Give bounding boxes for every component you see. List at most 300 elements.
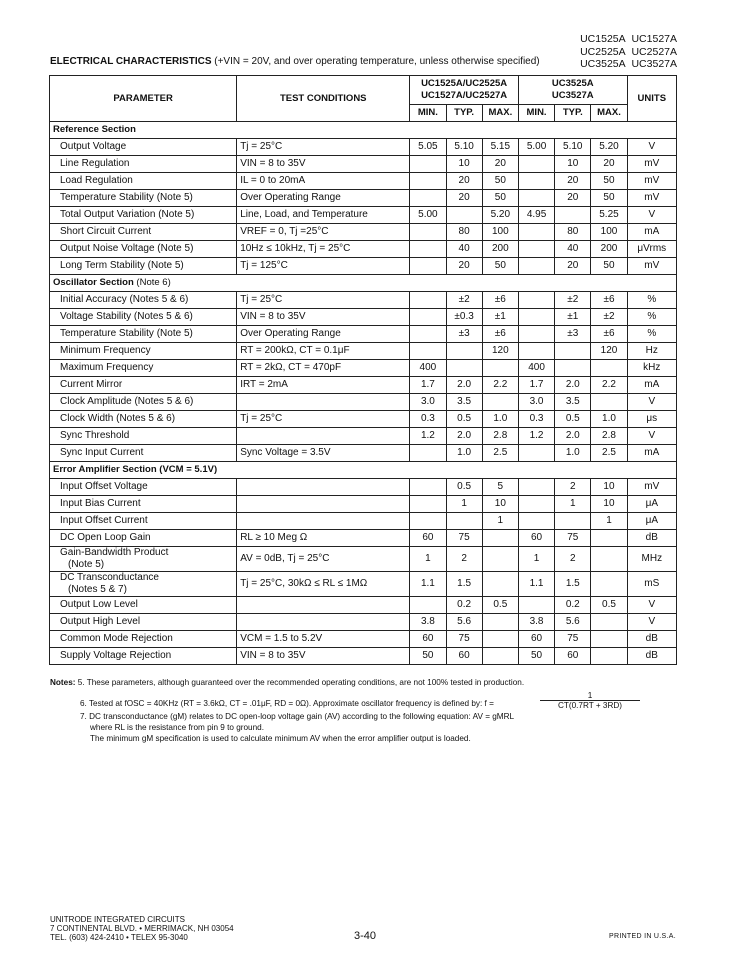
typ-value: 2.0: [446, 428, 482, 445]
max-value: [482, 648, 518, 665]
condition-cell: Tj = 125°C: [237, 258, 410, 275]
table-row: [50, 479, 677, 496]
table-row: [50, 428, 677, 445]
typ-value: 20: [446, 173, 482, 190]
typ-value: 20: [446, 190, 482, 207]
condition-cell: [237, 597, 410, 614]
table-row: [50, 309, 677, 326]
note-7-cont: where RL is the resistance from pin 9 to ground.: [90, 723, 264, 732]
min-value: [410, 343, 446, 360]
typ-value: 2.0: [555, 377, 591, 394]
min-value: [518, 156, 554, 173]
max-value: 2.5: [482, 445, 518, 462]
min-value: [410, 224, 446, 241]
typ-value: 60: [446, 648, 482, 665]
max-value: 10: [482, 496, 518, 513]
header-max: MAX.: [482, 105, 518, 122]
page-title: [50, 56, 540, 67]
units-cell: mV: [627, 156, 676, 173]
min-value: 5.05: [410, 139, 446, 156]
condition-cell: [237, 428, 410, 445]
units-cell: dB: [627, 648, 676, 665]
condition-cell: [237, 496, 410, 513]
parameter-cell: Output Noise Voltage (Note 5): [50, 241, 237, 258]
table-row: [50, 513, 677, 530]
parameter-cell: Voltage Stability (Notes 5 & 6): [50, 309, 237, 326]
typ-value: 20: [555, 173, 591, 190]
typ-value: 0.5: [446, 411, 482, 428]
part-number: UC3527A: [631, 58, 677, 70]
header-typ: TYP.: [446, 105, 482, 122]
max-value: 100: [591, 224, 627, 241]
parameter-name: Gain-Bandwidth Product: [60, 547, 169, 558]
part-number: UC3525A: [580, 58, 626, 70]
max-value: [591, 360, 627, 377]
units-cell: mA: [627, 224, 676, 241]
condition-cell: 10Hz ≤ 10kHz, Tj = 25°C: [237, 241, 410, 258]
max-value: 50: [482, 173, 518, 190]
max-value: [591, 530, 627, 547]
part-number: UC1527A: [631, 33, 677, 45]
min-value: [518, 224, 554, 241]
max-value: 5.20: [591, 139, 627, 156]
typ-value: 20: [555, 190, 591, 207]
min-value: 1.7: [518, 377, 554, 394]
condition-cell: Line, Load, and Temperature: [237, 207, 410, 224]
condition-cell: RT = 2kΩ, CT = 470pF: [237, 360, 410, 377]
table-row: [50, 343, 677, 360]
max-value: 5.20: [482, 207, 518, 224]
note-5: [50, 677, 690, 688]
part-number: UC1525A: [580, 33, 626, 45]
max-value: 120: [482, 343, 518, 360]
units-cell: %: [627, 292, 676, 309]
max-value: [591, 648, 627, 665]
units-cell: mS: [627, 572, 676, 597]
typ-value: [446, 207, 482, 224]
min-value: [518, 241, 554, 258]
part-number: UC2527A: [631, 45, 677, 58]
max-value: 0.5: [591, 597, 627, 614]
units-cell: V: [627, 207, 676, 224]
parameter-cell: Short Circuit Current: [50, 224, 237, 241]
min-value: [518, 445, 554, 462]
parameter-cell: Minimum Frequency: [50, 343, 237, 360]
parameter-cell: Sync Input Current: [50, 445, 237, 462]
min-value: [410, 479, 446, 496]
typ-value: 75: [555, 530, 591, 547]
typ-value: 1: [555, 496, 591, 513]
condition-cell: Sync Voltage = 3.5V: [237, 445, 410, 462]
typ-value: [446, 343, 482, 360]
typ-value: 5.6: [446, 614, 482, 631]
units-cell: V: [627, 597, 676, 614]
condition-cell: Tj = 25°C: [237, 292, 410, 309]
parameter-cell: Line Regulation: [50, 156, 237, 173]
typ-value: ±0.3: [446, 309, 482, 326]
typ-value: [555, 360, 591, 377]
max-value: 5.25: [591, 207, 627, 224]
condition-cell: RT = 200kΩ, CT = 0.1μF: [237, 343, 410, 360]
max-value: 10: [591, 496, 627, 513]
max-value: 2.2: [482, 377, 518, 394]
part-number-line: [580, 46, 677, 59]
max-value: 50: [482, 258, 518, 275]
typ-value: 60: [555, 648, 591, 665]
table-row: [50, 394, 677, 411]
units-cell: mV: [627, 258, 676, 275]
condition-cell: Tj = 25°C, 30kΩ ≤ RL ≤ 1MΩ: [237, 572, 410, 597]
table-header-row: [50, 76, 677, 105]
max-value: 20: [482, 156, 518, 173]
min-value: 3.8: [518, 614, 554, 631]
typ-value: 10: [555, 156, 591, 173]
units-cell: MHz: [627, 547, 676, 572]
group-2-line-1: UC3525A: [551, 78, 594, 89]
section-header: [50, 275, 677, 292]
max-value: 200: [591, 241, 627, 258]
min-value: [518, 326, 554, 343]
min-value: [518, 190, 554, 207]
max-value: 50: [591, 173, 627, 190]
parameter-cell: Temperature Stability (Note 5): [50, 190, 237, 207]
typ-value: 80: [446, 224, 482, 241]
min-value: [410, 445, 446, 462]
typ-value: 0.2: [446, 597, 482, 614]
min-value: 1.2: [518, 428, 554, 445]
max-value: ±2: [591, 309, 627, 326]
units-cell: mV: [627, 479, 676, 496]
units-cell: kHz: [627, 360, 676, 377]
header-min: MIN.: [410, 105, 446, 122]
notes-block: [50, 677, 690, 744]
table-row: [50, 572, 677, 597]
condition-cell: Over Operating Range: [237, 190, 410, 207]
parameter-cell: Input Offset Current: [50, 513, 237, 530]
max-value: [591, 394, 627, 411]
max-value: 50: [591, 258, 627, 275]
part-number-list: [580, 33, 677, 71]
min-value: 1.1: [518, 572, 554, 597]
condition-cell: Tj = 25°C: [237, 411, 410, 428]
min-value: 1: [518, 547, 554, 572]
table-row: [50, 411, 677, 428]
typ-value: 1.0: [446, 445, 482, 462]
min-value: [410, 513, 446, 530]
max-value: ±6: [482, 326, 518, 343]
typ-value: 20: [446, 258, 482, 275]
header-min: MIN.: [518, 105, 554, 122]
min-value: [518, 496, 554, 513]
min-value: [410, 173, 446, 190]
parameter-cell: Sync Threshold: [50, 428, 237, 445]
parameter-cell: Output High Level: [50, 614, 237, 631]
parameter-cell: Load Regulation: [50, 173, 237, 190]
max-value: 1.0: [591, 411, 627, 428]
min-value: [518, 343, 554, 360]
max-value: [482, 572, 518, 597]
table-row: [50, 530, 677, 547]
header-parameter: PARAMETER: [50, 76, 237, 122]
max-value: ±1: [482, 309, 518, 326]
table-row: [50, 360, 677, 377]
parameter-cell: Input Offset Voltage: [50, 479, 237, 496]
typ-value: ±3: [555, 326, 591, 343]
min-value: 50: [410, 648, 446, 665]
typ-value: 5.6: [555, 614, 591, 631]
header-test-conditions: TEST CONDITIONS: [237, 76, 410, 122]
typ-value: [555, 343, 591, 360]
header-max: MAX.: [591, 105, 627, 122]
min-value: 1.1: [410, 572, 446, 597]
formula-denominator: CT(0.7RT + 3RD): [557, 701, 623, 710]
typ-value: [555, 207, 591, 224]
min-value: 50: [518, 648, 554, 665]
parameter-cell: Input Bias Current: [50, 496, 237, 513]
part-number: UC2525A: [580, 45, 626, 58]
typ-value: 5.10: [555, 139, 591, 156]
min-value: [518, 292, 554, 309]
min-value: 1.2: [410, 428, 446, 445]
note-7-cont: The minimum gM specification is used to calculate minimum AV when the error amplifier output is loaded.: [90, 734, 471, 743]
table-row: [50, 631, 677, 648]
parameter-cell: Current Mirror: [50, 377, 237, 394]
condition-cell: IRT = 2mA: [237, 377, 410, 394]
max-value: ±6: [482, 292, 518, 309]
max-value: [482, 631, 518, 648]
max-value: [482, 360, 518, 377]
min-value: [410, 156, 446, 173]
typ-value: 2: [446, 547, 482, 572]
header-units: UNITS: [627, 76, 676, 122]
max-value: [482, 547, 518, 572]
table-row: [50, 173, 677, 190]
typ-value: ±3: [446, 326, 482, 343]
units-cell: mA: [627, 377, 676, 394]
group-1-line-1: UC1525A/UC2525A: [421, 78, 508, 89]
max-value: 50: [482, 190, 518, 207]
condition-cell: VIN = 8 to 35V: [237, 648, 410, 665]
units-cell: dB: [627, 530, 676, 547]
typ-value: 1.5: [555, 572, 591, 597]
typ-value: 40: [555, 241, 591, 258]
typ-value: 0.5: [446, 479, 482, 496]
table-row: [50, 597, 677, 614]
max-value: 0.5: [482, 597, 518, 614]
parameter-cell: Output Low Level: [50, 597, 237, 614]
table-row: [50, 292, 677, 309]
min-value: [410, 292, 446, 309]
condition-cell: [237, 394, 410, 411]
min-value: 60: [518, 631, 554, 648]
table-row: [50, 445, 677, 462]
condition-cell: VIN = 8 to 35V: [237, 309, 410, 326]
typ-value: 75: [446, 530, 482, 547]
table-row: [50, 224, 677, 241]
parameter-cell: Long Term Stability (Note 5): [50, 258, 237, 275]
max-value: 2.8: [482, 428, 518, 445]
min-value: [410, 496, 446, 513]
max-value: 10: [591, 479, 627, 496]
condition-cell: AV = 0dB, Tj = 25°C: [237, 547, 410, 572]
note-text: 5. These parameters, although guaranteed over the recommended operating conditions, are not 100% tested in production.: [77, 678, 525, 687]
notes-label: Notes:: [50, 678, 76, 687]
units-cell: V: [627, 394, 676, 411]
min-value: 400: [410, 360, 446, 377]
max-value: 2.5: [591, 445, 627, 462]
parameter-cell: DC Open Loop Gain: [50, 530, 237, 547]
typ-value: 0.5: [555, 411, 591, 428]
typ-value: 1: [446, 496, 482, 513]
table-row: [50, 614, 677, 631]
section-header: [50, 122, 677, 139]
min-value: 1: [410, 547, 446, 572]
min-value: [518, 513, 554, 530]
typ-value: [446, 513, 482, 530]
parameter-cell: Temperature Stability (Note 5): [50, 326, 237, 343]
min-value: 5.00: [410, 207, 446, 224]
min-value: 0.3: [410, 411, 446, 428]
min-value: [410, 258, 446, 275]
max-value: 5: [482, 479, 518, 496]
typ-value: 75: [555, 631, 591, 648]
max-value: ±6: [591, 326, 627, 343]
min-value: 60: [410, 631, 446, 648]
min-value: [518, 309, 554, 326]
section-error-amplifier: [50, 462, 677, 479]
table-row: [50, 190, 677, 207]
typ-value: 1.5: [446, 572, 482, 597]
footer-phone: TEL. (603) 424-2410 • TELEX 95-3040: [50, 933, 188, 942]
condition-cell: [237, 479, 410, 496]
table-row: [50, 648, 677, 665]
min-value: 3.0: [518, 394, 554, 411]
max-value: 2.2: [591, 377, 627, 394]
typ-value: ±2: [555, 292, 591, 309]
condition-cell: RL ≥ 10 Meg Ω: [237, 530, 410, 547]
table-row: [50, 258, 677, 275]
section-header: [50, 462, 677, 479]
parameter-note: (Notes 5 & 7): [68, 584, 127, 595]
max-value: [591, 614, 627, 631]
table-row: [50, 156, 677, 173]
typ-value: 2.0: [446, 377, 482, 394]
footer-company: UNITRODE INTEGRATED CIRCUITS: [50, 915, 185, 924]
header-typ: TYP.: [555, 105, 591, 122]
typ-value: 80: [555, 224, 591, 241]
units-cell: mV: [627, 173, 676, 190]
typ-value: 1.0: [555, 445, 591, 462]
parameter-cell: Clock Amplitude (Notes 5 & 6): [50, 394, 237, 411]
max-value: 1.0: [482, 411, 518, 428]
title-conditions: (+VIN = 20V, and over operating temperature, unless otherwise specified): [214, 56, 540, 67]
max-value: [482, 530, 518, 547]
table-row: [50, 241, 677, 258]
parameter-cell: [50, 547, 237, 572]
condition-cell: Tj = 25°C: [237, 139, 410, 156]
max-value: [482, 394, 518, 411]
group-2-line-2: UC3527A: [551, 90, 594, 101]
condition-cell: IL = 0 to 20mA: [237, 173, 410, 190]
section-reference: Reference Section: [50, 122, 677, 139]
min-value: 0.3: [518, 411, 554, 428]
formula-numerator: 1: [540, 691, 640, 701]
units-cell: Hz: [627, 343, 676, 360]
min-value: [518, 258, 554, 275]
max-value: 1: [482, 513, 518, 530]
table-row: [50, 496, 677, 513]
parameter-cell: [50, 572, 237, 597]
note-6: 6. Tested at fOSC = 40KHz (RT = 3.6kΩ, CT = .01μF, RD = 0Ω). Approximate oscillator frequency is defined by: f =: [80, 699, 494, 708]
footer-street: 7 CONTINENTAL BLVD. • MERRIMACK, NH 03054: [50, 924, 234, 933]
min-value: 60: [410, 530, 446, 547]
typ-value: ±2: [446, 292, 482, 309]
table-row: [50, 326, 677, 343]
condition-cell: [237, 614, 410, 631]
max-value: 2.8: [591, 428, 627, 445]
typ-value: ±1: [555, 309, 591, 326]
typ-value: [555, 513, 591, 530]
units-cell: μVrms: [627, 241, 676, 258]
typ-value: 40: [446, 241, 482, 258]
max-value: [591, 547, 627, 572]
part-number-line: [580, 58, 677, 71]
section-oscillator: [50, 275, 677, 292]
min-value: [518, 173, 554, 190]
parameter-cell: Clock Width (Notes 5 & 6): [50, 411, 237, 428]
printed-in-usa: PRINTED IN U.S.A.: [609, 933, 676, 940]
max-value: 20: [591, 156, 627, 173]
page-number: 3-40: [354, 930, 377, 942]
typ-value: 3.5: [555, 394, 591, 411]
section-title: Oscillator Section: [53, 277, 134, 288]
section-note: (VCM = 5.1V): [159, 464, 218, 475]
condition-cell: VREF = 0, Tj =25°C: [237, 224, 410, 241]
typ-value: 10: [446, 156, 482, 173]
units-cell: μs: [627, 411, 676, 428]
parameter-cell: Supply Voltage Rejection: [50, 648, 237, 665]
typ-value: 5.10: [446, 139, 482, 156]
min-value: 1.7: [410, 377, 446, 394]
max-value: 1: [591, 513, 627, 530]
parameter-cell: Maximum Frequency: [50, 360, 237, 377]
parameter-cell: Output Voltage: [50, 139, 237, 156]
min-value: [410, 326, 446, 343]
max-value: 200: [482, 241, 518, 258]
max-value: 5.15: [482, 139, 518, 156]
typ-value: 20: [555, 258, 591, 275]
section-note: (Note 6): [136, 277, 171, 288]
units-cell: mV: [627, 190, 676, 207]
table-row: [50, 207, 677, 224]
frequency-formula: [540, 691, 640, 710]
title-bold: ELECTRICAL CHARACTERISTICS: [50, 56, 212, 67]
section-title: Error Amplifier Section: [53, 464, 157, 475]
units-cell: μA: [627, 513, 676, 530]
min-value: 5.00: [518, 139, 554, 156]
typ-value: 0.2: [555, 597, 591, 614]
min-value: [518, 479, 554, 496]
parameter-cell: Total Output Variation (Note 5): [50, 207, 237, 224]
max-value: 50: [591, 190, 627, 207]
min-value: 60: [518, 530, 554, 547]
min-value: [518, 597, 554, 614]
units-cell: V: [627, 139, 676, 156]
min-value: 400: [518, 360, 554, 377]
typ-value: [446, 360, 482, 377]
min-value: 3.0: [410, 394, 446, 411]
min-value: 3.8: [410, 614, 446, 631]
